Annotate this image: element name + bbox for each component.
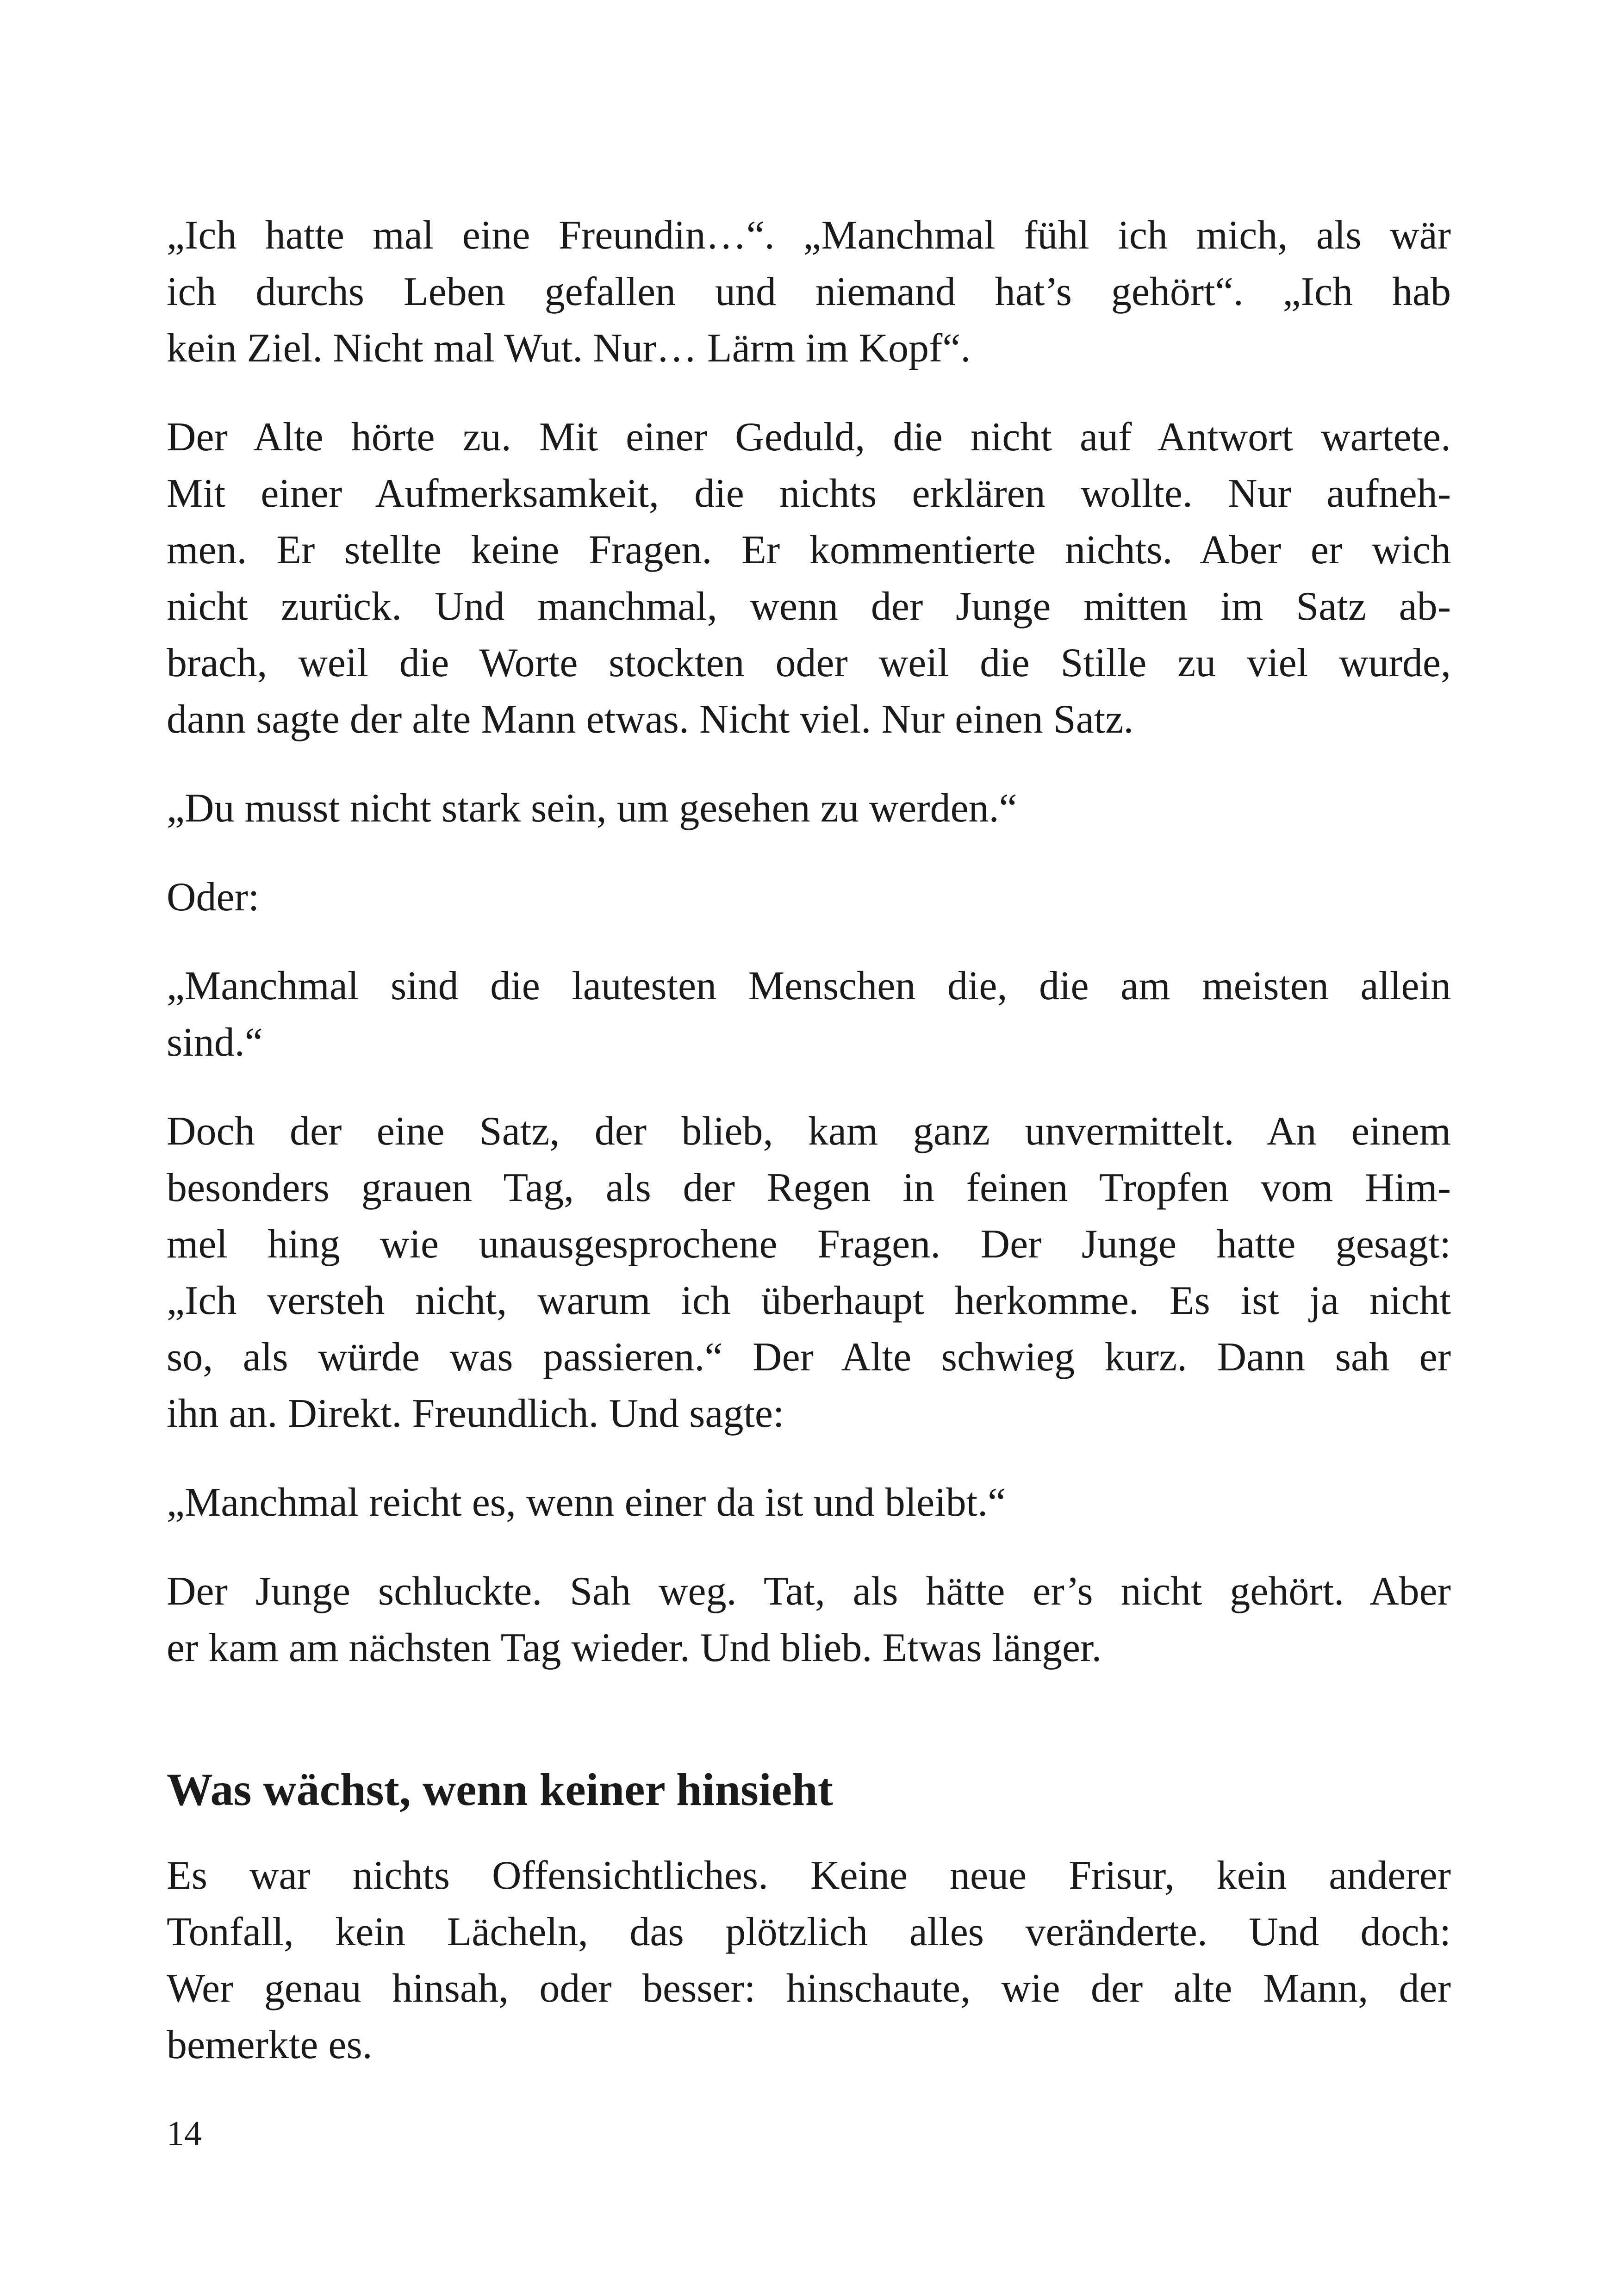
paragraph-5 [167, 958, 1451, 1071]
text-line: Der Alte hörte zu. Mit einer Geduld, die nicht auf Antwort wartete. [167, 415, 1451, 460]
text-line: mel hing wie unausgesprochene Fragen. Der Junge hatte gesagt: [167, 1222, 1451, 1267]
paragraph-6 [167, 1103, 1451, 1442]
paragraph-4 [167, 869, 1451, 926]
body-text [167, 207, 1451, 2106]
text-line: men. Er stellte keine Fragen. Er kommentierte nichts. Aber er wich [167, 528, 1451, 572]
text-line: Mit einer Aufmerksamkeit, die nichts erklären wollte. Nur aufneh- [167, 471, 1451, 516]
paragraph-7 [167, 1475, 1451, 1531]
section-heading: Was wächst, wenn keiner hinsieht [167, 1764, 834, 1815]
paragraph-1 [167, 207, 1451, 377]
paragraph-2 [167, 409, 1451, 748]
text-line: brach, weil die Worte stockten oder weil die Stille zu viel wurde, [167, 641, 1451, 685]
text-line: sind.“ [167, 1020, 263, 1065]
text-line: so, als würde was passieren.“ Der Alte schwieg kurz. Dann sah er [167, 1335, 1451, 1380]
text-line: dann sagte der alte Mann etwas. Nicht viel. Nur einen Satz. [167, 697, 1134, 742]
text-line: „Manchmal reicht es, wenn einer da ist und bleibt.“ [167, 1480, 1006, 1525]
text-line: kein Ziel. Nicht mal Wut. Nur… Lärm im Kopf“. [167, 326, 971, 371]
text-line: Tonfall, kein Lächeln, das plötzlich alles veränderte. Und doch: [167, 1910, 1451, 1954]
text-line: besonders grauen Tag, als der Regen in feinen Tropfen vom Him- [167, 1165, 1451, 1210]
text-line: „Ich hatte mal eine Freundin…“. „Manchmal fühl ich mich, als wär [167, 213, 1451, 258]
text-line: Der Junge schluckte. Sah weg. Tat, als hätte er’s nicht gehört. Aber [167, 1569, 1451, 1614]
text-line: Es war nichts Offensichtliches. Keine neue Frisur, kein anderer [167, 1853, 1451, 1898]
text-line: „Manchmal sind die lautesten Menschen die, die am meisten allein [167, 964, 1451, 1008]
text-line: ihn an. Direkt. Freundlich. Und sagte: [167, 1391, 784, 1436]
text-line: er kam am nächsten Tag wieder. Und blieb. Etwas länger. [167, 1625, 1102, 1670]
text-line: Doch der eine Satz, der blieb, kam ganz unvermittelt. An einem [167, 1109, 1451, 1154]
page-number: 14 [167, 2114, 202, 2153]
text-line: bemerkte es. [167, 2022, 373, 2067]
text-line: nicht zurück. Und manchmal, wenn der Junge mitten im Satz ab- [167, 584, 1451, 629]
paragraph-3 [167, 780, 1451, 837]
section-paragraph [167, 1848, 1451, 2073]
paragraph-8 [167, 1563, 1451, 1676]
text-line: ich durchs Leben gefallen und niemand hat’s gehört“. „Ich hab [167, 269, 1451, 314]
text-line: Wer genau hinsah, oder besser: hinschaute, wie der alte Mann, der [167, 1966, 1451, 2011]
text-line: „Du musst nicht stark sein, um gesehen zu werden.“ [167, 786, 1017, 831]
text-line: „Ich versteh nicht, warum ich überhaupt herkomme. Es ist ja nicht [167, 1278, 1451, 1323]
text-line: Oder: [167, 875, 260, 920]
